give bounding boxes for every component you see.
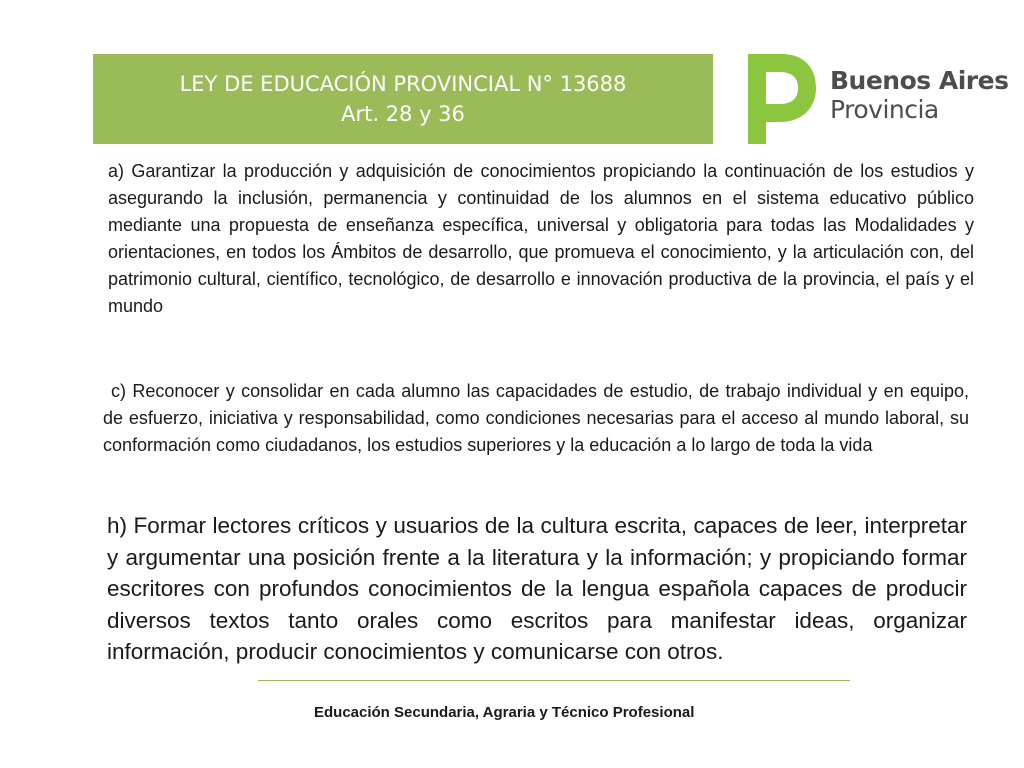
footer-text: Educación Secundaria, Agraria y Técnico Profesional: [314, 704, 695, 721]
logo-line-1: Buenos Aires: [830, 66, 1009, 95]
logo-wordmark: [830, 66, 1008, 124]
paragraph-h: h) Formar lectores críticos y usuarios de la cultura escrita, capaces de leer, interpretar y argumentar una posición frente a la literatura y la información; y propiciando formar escritores con profundos conocimientos de la lengua española capaces de producir diversos textos tanto orales como escritos para manifestar ideas, organizar información, producir conocimientos y comunicarse con otros.: [107, 513, 967, 664]
buenos-aires-logo: [742, 50, 1012, 150]
title-banner: [93, 54, 713, 144]
logo-line-2: Provincia: [830, 95, 939, 124]
paragraph-c: c) Reconocer y consolidar en cada alumno las capacidades de estudio, de trabajo individual y en equipo, de esfuerzo, iniciativa y responsabilidad, como condiciones necesarias para el acceso al mundo laboral, su conformación como ciudadanos, los estudios superiores y la educación a lo largo de toda la vida: [103, 381, 969, 455]
title-line-1: LEY DE EDUCACIÓN PROVINCIAL N° 13688: [179, 72, 627, 96]
divider-line: [258, 680, 850, 681]
title-line-2: Art. 28 y 36: [341, 102, 465, 126]
buenos-aires-p-icon: [742, 50, 822, 150]
paragraph-a: a) Garantizar la producción y adquisición de conocimientos propiciando la continuación de los estudios y asegurando la inclusión, permanencia y continuidad de los alumnos en el sistema educativo público mediante una propuesta de enseñanza específica, universal y obligatoria para todas las Modalidades y orientaciones, en todos los Ámbitos de desarrollo, que promueva el conocimiento, y la articulación con, del patrimonio cultural, científico, tecnológico, de desarrollo e innovación productiva de la provincia, el país y el mundo: [108, 161, 974, 316]
